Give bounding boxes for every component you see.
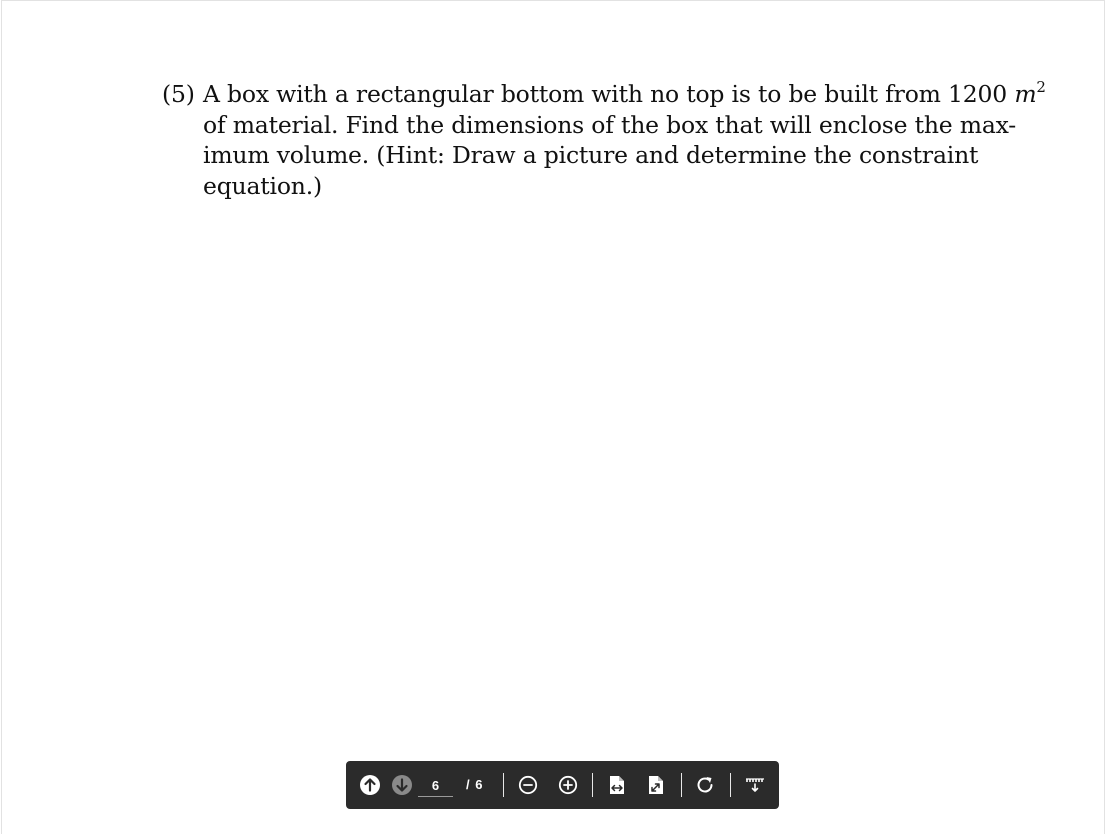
fit-page-icon — [647, 775, 665, 795]
rotate-icon — [695, 775, 715, 795]
download-icon — [745, 775, 765, 795]
rotate-button[interactable] — [693, 773, 717, 797]
zoom-in-button[interactable] — [556, 773, 580, 797]
toolbar-divider — [503, 773, 504, 797]
problem-line-4: equation.) — [203, 171, 322, 200]
unit-exponent: 2 — [1036, 78, 1046, 96]
zoom-in-icon — [558, 775, 578, 795]
pdf-page — [1, 0, 1105, 834]
toolbar-divider — [730, 773, 731, 797]
pdf-toolbar — [346, 761, 779, 809]
zoom-out-icon — [518, 775, 538, 795]
previous-page-button[interactable] — [358, 773, 382, 797]
problem-text — [203, 78, 1046, 201]
next-page-button[interactable] — [390, 773, 414, 797]
problem-line-1-text: A box with a rectangular bottom with no top is to be built from 1200 — [203, 80, 1008, 108]
problem-line-3: imum volume. (Hint: Draw a picture and determine the constraint — [203, 141, 979, 169]
problem-number: (5) — [162, 80, 195, 108]
toolbar-divider — [592, 773, 593, 797]
fit-width-button[interactable] — [605, 773, 629, 797]
problem-line-2: of material. Find the dimensions of the box that will enclose the max- — [203, 110, 1017, 139]
zoom-out-button[interactable] — [516, 773, 540, 797]
download-button[interactable] — [743, 773, 767, 797]
arrow-down-icon — [391, 774, 413, 796]
problem-line-1 — [203, 78, 1046, 110]
page-total: / 6 — [466, 777, 484, 792]
toolbar-divider — [681, 773, 682, 797]
page-number-input[interactable] — [418, 774, 453, 797]
fit-page-button[interactable] — [644, 773, 668, 797]
unit-variable: m — [1014, 80, 1037, 108]
fit-width-icon — [608, 775, 626, 795]
arrow-up-icon — [359, 774, 381, 796]
